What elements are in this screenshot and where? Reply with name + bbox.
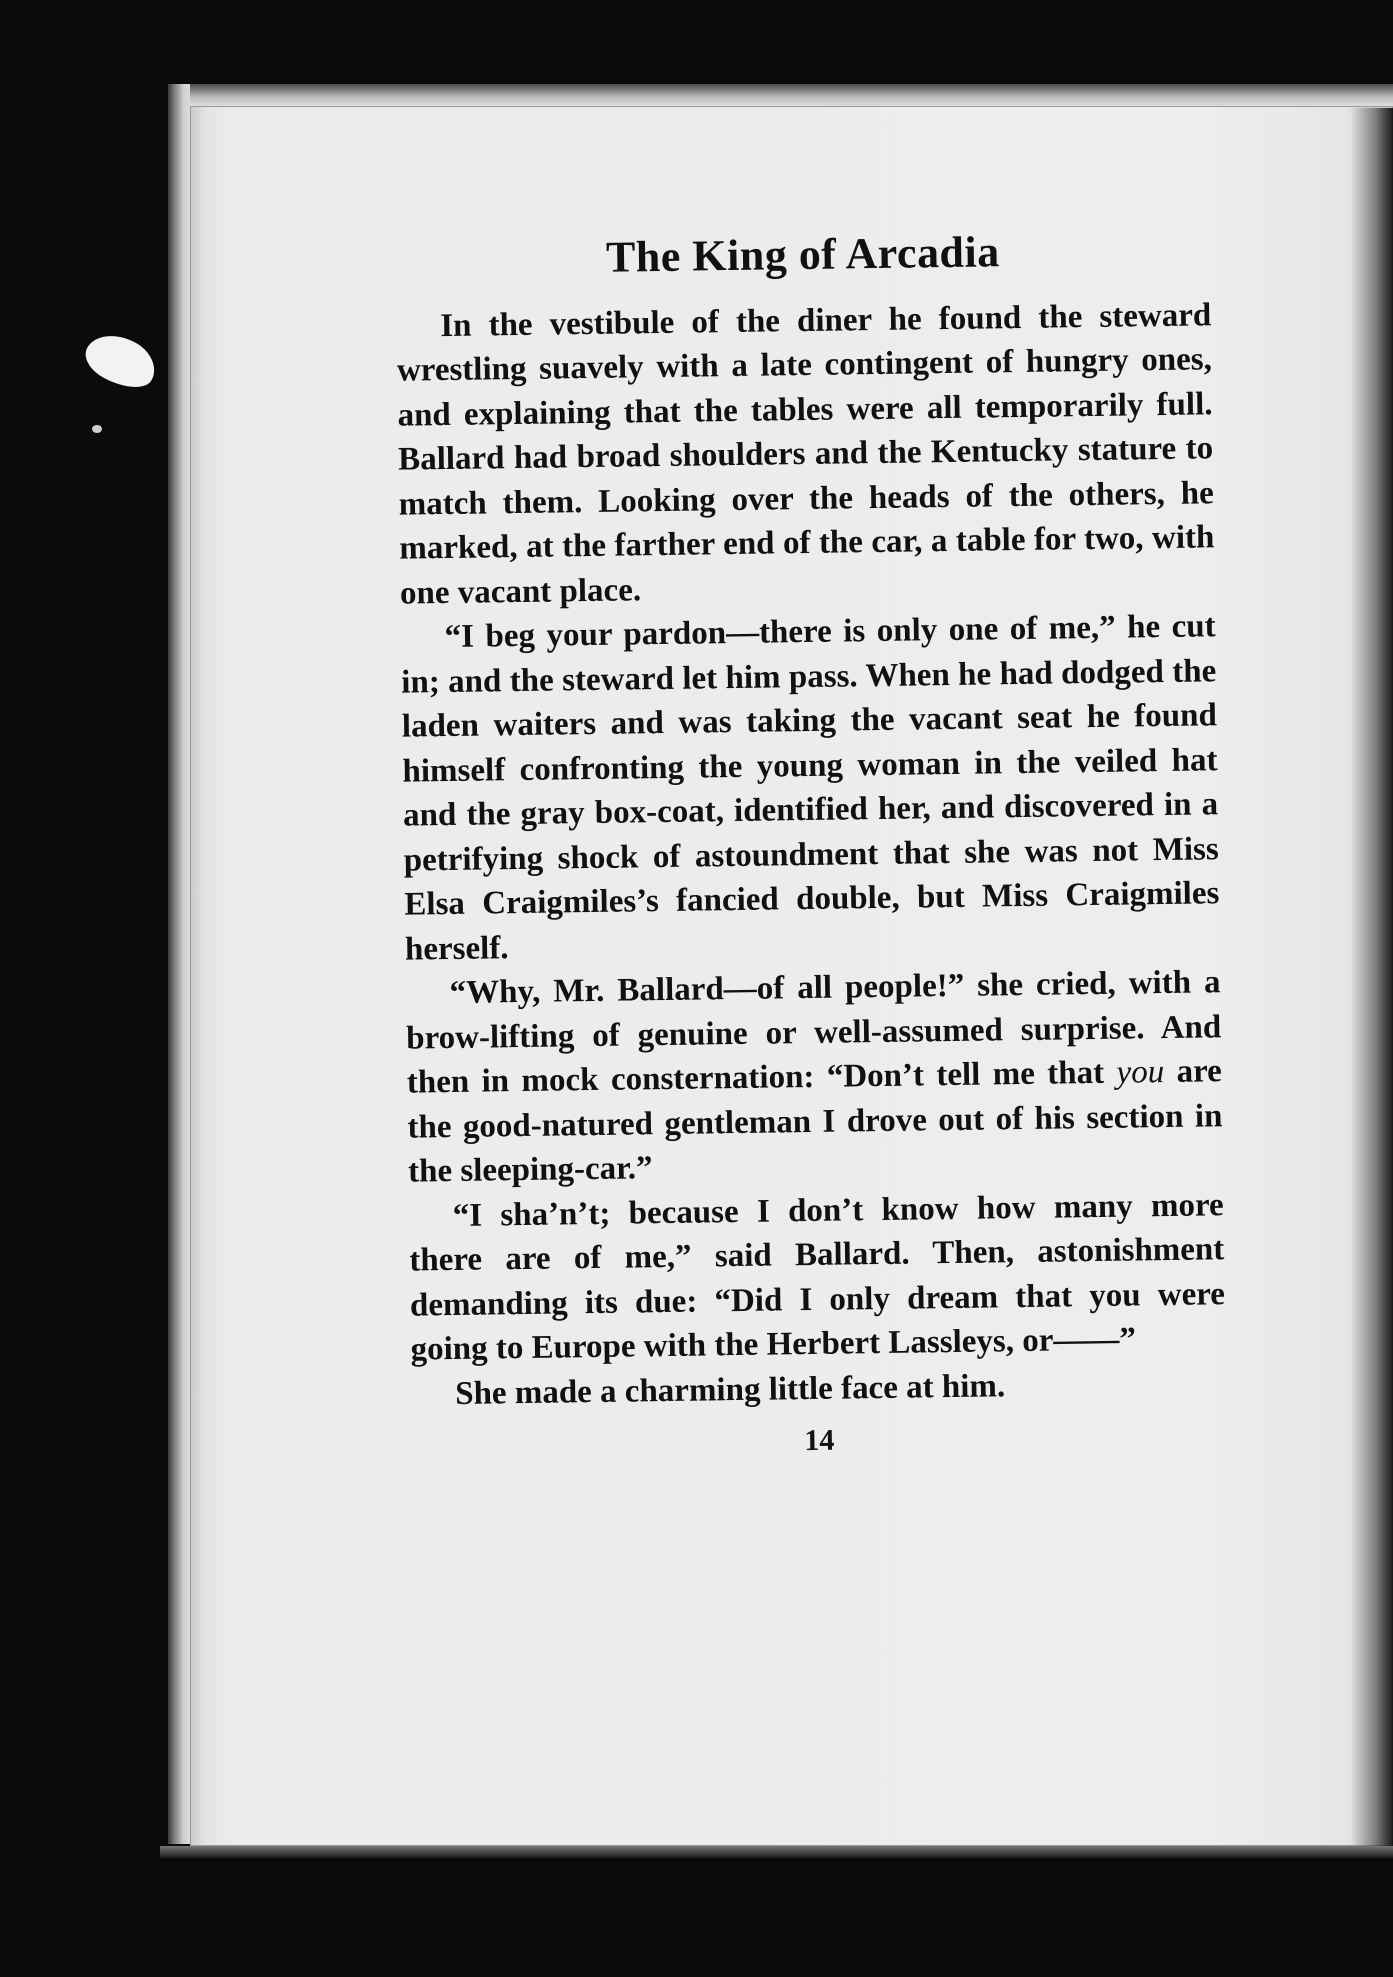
italic-word: you [1116, 1054, 1165, 1091]
page-number: 14 [804, 1423, 835, 1458]
paragraph: She made a charming little face at him. [454, 1367, 1006, 1412]
paragraph: In the vestibule of the diner he found the steward wrestling suavely with a late contingent of hungry ones, and explaining that the tables were all temporarily full. Ballard had broad shoulders and the Kentucky stature to match them. Looking over the heads of the others, he marked, at the farther end of the car, a table for two, with one vacant place. [396, 296, 1215, 612]
paragraph [405, 960, 1223, 1194]
page-right-shadow [1351, 108, 1393, 1848]
page-text-block [395, 224, 1227, 1464]
page-top-edge [190, 84, 1393, 106]
scan-artifact-dot [92, 425, 102, 433]
page-bottom-edge [160, 1846, 1393, 1858]
paragraph: “I sha’n’t; because I don’t know how many more there are of me,” said Ballard. Then, astonishment demanding its due: “Did I only dream that you were going to Europe with the Herbert Lassleys, or——” [409, 1186, 1226, 1368]
book-spine-edge [168, 84, 190, 1844]
scan-artifact [78, 324, 163, 398]
paragraph-text: are the good-natured gentleman I drove out of his section in the sleeping-car.” [407, 1053, 1223, 1190]
paragraph-text: “Why, Mr. Ballard—of all people!” she cried, with a brow-lifting of genuine or well-assumed surprise. And then in mock consternation: “Don’t tell me that [405, 964, 1222, 1101]
paragraph: “I beg your pardon—there is only one of me,” he cut in; and the steward let him pass. When he had dodged the laden waiters and was taking the vacant seat he found himself confronting the young woman in the veiled hat and the gray box-coat, identified her, and discovered in a petrifying shock of astoundment that she was not Miss Elsa Craigmiles’s fancied double, but Miss Craigmiles herself. [401, 608, 1220, 968]
running-head: The King of Arcadia [605, 227, 1001, 282]
